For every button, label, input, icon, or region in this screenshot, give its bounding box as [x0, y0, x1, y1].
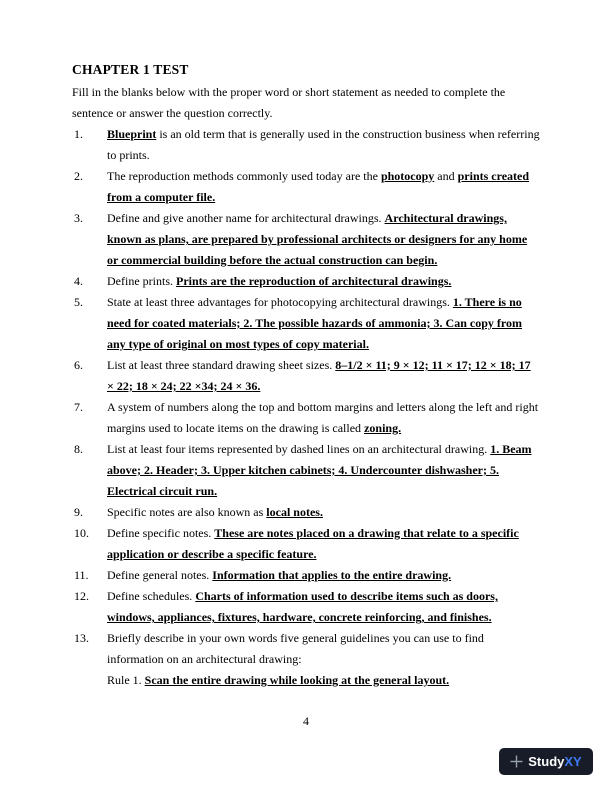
- question-item: [72, 502, 540, 523]
- question-text: [107, 397, 540, 439]
- question-number: 12.: [74, 589, 89, 603]
- answer-text: Prints are the reproduction of architectural drawings.: [175, 274, 452, 288]
- question-text: [107, 355, 540, 397]
- question-prompt-text: The reproduction methods commonly used today are the: [107, 169, 381, 183]
- question-prompt-text: A system of numbers along the top and bottom margins and letters along the left and right margins used to locate items on the drawing is called: [107, 400, 539, 435]
- question-number: 9.: [74, 505, 83, 519]
- plus-icon: [510, 755, 523, 768]
- page-number: 4: [303, 714, 309, 728]
- question-text: [107, 271, 540, 292]
- question-number: 7.: [74, 400, 83, 414]
- question-text: [107, 565, 540, 586]
- brand-study: Study: [528, 754, 565, 769]
- question-text: [107, 502, 540, 523]
- question-number: 13.: [74, 631, 89, 645]
- question-item: [72, 124, 540, 166]
- studyxy-badge[interactable]: [499, 748, 593, 775]
- question-item: [72, 439, 540, 502]
- answer-text: Charts of information used to describe items such as doors, windows, appliances, fixtures, hardware, concrete reinforcing, and finishes.: [107, 589, 498, 624]
- intro-text: Fill in the blanks below with the proper word or short statement as needed to complete the sentence or answer the question correctly.: [72, 85, 506, 120]
- question-item: [72, 355, 540, 397]
- question-text: [107, 628, 540, 691]
- question-prompt-text: Define prints.: [107, 274, 176, 288]
- answer-text: These are notes placed on a drawing that relate to a specific application or describe a specific feature.: [107, 526, 519, 561]
- answer-text: local notes.: [266, 505, 323, 519]
- question-prompt-text: and: [434, 169, 458, 183]
- question-item: [72, 523, 540, 565]
- question-text: [107, 292, 540, 355]
- question-prompt-text: Define and give another name for architectural drawings.: [107, 211, 385, 225]
- question-number: 5.: [74, 295, 83, 309]
- question-prompt-text: Rule 1.: [107, 673, 145, 687]
- question-item: [72, 565, 540, 586]
- question-number: 4.: [74, 274, 83, 288]
- question-text: [107, 166, 540, 208]
- question-number: 3.: [74, 211, 83, 225]
- question-item: [72, 292, 540, 355]
- question-prompt-text: Define specific notes.: [107, 526, 215, 540]
- answer-text: Information that applies to the entire drawing.: [212, 568, 452, 582]
- question-text: [107, 124, 540, 166]
- question-prompt-text: List at least three standard drawing sheet sizes.: [107, 358, 336, 372]
- question-prompt-text: List at least four items represented by dashed lines on an architectural drawing.: [107, 442, 491, 456]
- answer-text: zoning.: [364, 421, 402, 435]
- question-number: 2.: [74, 169, 83, 183]
- question-prompt-text: Specific notes are also known as: [107, 505, 267, 519]
- question-item: [72, 397, 540, 439]
- answer-text: Blueprint: [107, 127, 157, 141]
- question-number: 11.: [74, 568, 89, 582]
- question-prompt-text: Briefly describe in your own words five general guidelines you can use to find information on an architectural drawing:: [107, 631, 484, 666]
- question-number: 10.: [74, 526, 89, 540]
- brand-name: [528, 755, 581, 768]
- answer-text: Architectural drawings, known as plans, are prepared by professional architects or designers for any home or commercial building before the actual construction can begin.: [107, 211, 528, 267]
- answer-text: 1. Beam above; 2. Header; 3. Upper kitchen cabinets; 4. Undercounter dishwasher; 5. Electrical circuit run.: [107, 442, 532, 498]
- question-item: [72, 586, 540, 628]
- question-item: [72, 271, 540, 292]
- page-title: CHAPTER 1 TEST: [72, 62, 189, 77]
- question-item: [72, 166, 540, 208]
- brand-xy: XY: [564, 754, 582, 769]
- question-prompt-text: Define schedules.: [107, 589, 196, 603]
- question-number: 8.: [74, 442, 83, 456]
- question-number: 6.: [74, 358, 83, 372]
- question-text: [107, 208, 540, 271]
- answer-text: photocopy: [380, 169, 435, 183]
- question-number: 1.: [74, 127, 83, 141]
- question-text: [107, 523, 540, 565]
- question-text: [107, 586, 540, 628]
- answer-text: 1. There is no need for coated materials; 2. The possible hazards of ammonia; 3. Can copy from any type of original on most types of copy material.: [107, 295, 522, 351]
- question-list: [72, 124, 540, 691]
- answer-text: Scan the entire drawing while looking at the general layout.: [144, 673, 450, 687]
- question-text: [107, 439, 540, 502]
- answer-text: prints created from a computer file.: [107, 169, 530, 204]
- question-item: [72, 628, 540, 691]
- question-prompt-text: Define general notes.: [107, 568, 213, 582]
- answer-text: 8–1/2 × 11; 9 × 12; 11 × 17; 12 × 18; 17 × 22; 18 × 24; 22 ×34; 24 × 36.: [107, 358, 531, 393]
- question-item: [72, 208, 540, 271]
- question-prompt-text: is an old term that is generally used in the construction business when referring to prints.: [107, 127, 540, 162]
- question-prompt-text: State at least three advantages for photocopying architectural drawings.: [107, 295, 453, 309]
